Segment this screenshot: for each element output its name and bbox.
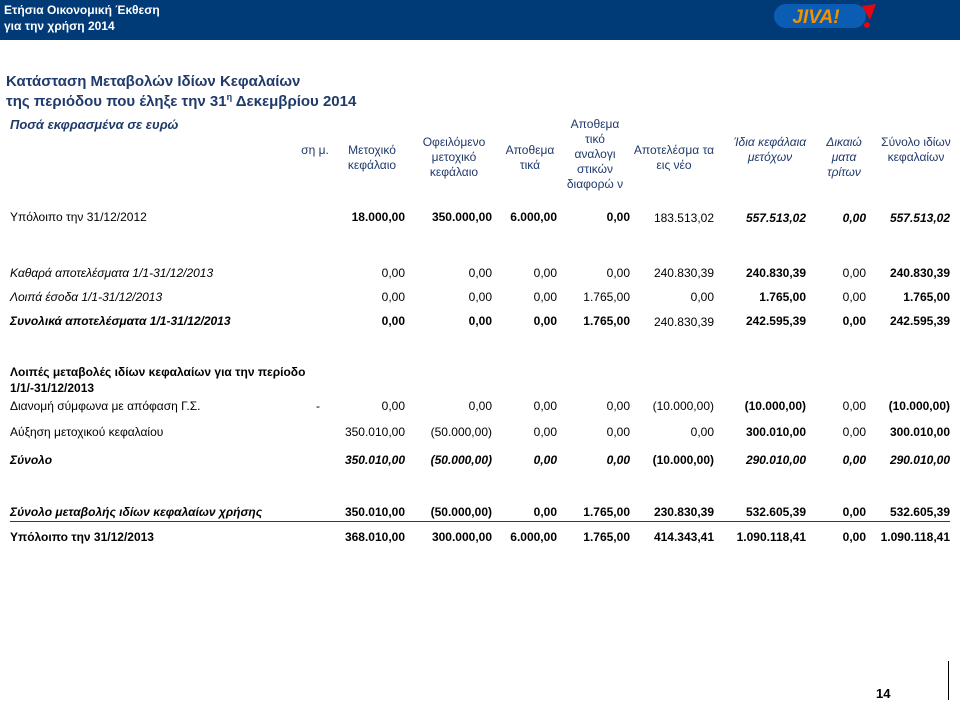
cell-r1-c4: 0,00: [606, 210, 630, 224]
currency-note: Ποσά εκφρασμένα σε ευρώ: [10, 117, 179, 132]
cell-r6-c8: (10.000,00): [888, 399, 950, 413]
col-header-due-share-capital: Οφειλόμενο μετοχικό κεφάλαιο: [422, 135, 486, 179]
cell-r9-c4: 1.765,00: [583, 505, 630, 519]
cell-r9-c7: 0,00: [842, 505, 866, 519]
cell-r6-c3: 0,00: [533, 399, 557, 413]
cell-r3-c7: 0,00: [842, 290, 866, 304]
cell-r6-c4: 0,00: [606, 399, 630, 413]
cell-r1-c6: 557.513,02: [745, 211, 806, 225]
col-header-note: ση μ.: [301, 143, 329, 157]
cell-r3-c6: 1.765,00: [759, 290, 806, 304]
cell-r4-c1: 0,00: [381, 314, 405, 328]
cell-r3-c5: 0,00: [690, 290, 714, 304]
cell-r10-c7: 0,00: [842, 530, 866, 544]
cell-r7-c2: (50.000,00): [430, 425, 492, 439]
cell-r8-c6: 290.010,00: [745, 453, 806, 467]
cell-r10-c6: 1.090.118,41: [736, 530, 806, 544]
page-number-divider: [948, 661, 949, 700]
cell-r7-c3: 0,00: [533, 425, 557, 439]
cell-r8-c2: (50.000,00): [430, 453, 492, 467]
row-label-distribution: Διανομή σύμφωνα με απόφαση Γ.Σ.: [10, 399, 201, 413]
row-label-capital-increase: Αύξηση μετοχικού κεφαλαίου: [10, 425, 164, 439]
cell-r9-c5: 230.830,39: [653, 505, 714, 519]
col-header-retained-earnings: Αποτελέσμα τα εις νέο: [633, 143, 715, 172]
jiva-logo: [770, 2, 880, 30]
row-label-subtotal: Σύνολο: [10, 453, 53, 467]
section-heading-other-changes: Λοιπές μεταβολές ιδίων κεφαλαίων για την περίοδο: [10, 365, 306, 379]
statement-subtitle: της περιόδου που έληξε την $31^\eta$ Δεκεμβρίου 2014: [6, 92, 357, 110]
cell-r6-c5: (10.000,00): [652, 399, 714, 413]
cell-r6-c0: -: [316, 399, 320, 413]
cell-r3-c3: 0,00: [533, 290, 557, 304]
cell-r8-c8: 290.010,00: [889, 453, 950, 467]
row-label-total-change: Σύνολο μεταβολής ιδίων κεφαλαίων χρήσης: [10, 505, 263, 519]
cell-r1-c8: 557.513,02: [889, 211, 950, 225]
row-label-other-income: Λοιπά έσοδα 1/1-31/12/2013: [10, 290, 163, 304]
report-title-line1: Ετήσια Οικονομική Έκθεση: [4, 3, 160, 17]
cell-r10-c1: 368.010,00: [344, 530, 405, 544]
total-change-underline: [10, 521, 950, 522]
col-header-total-equity: Σύνολο ιδίων κεφαλαίων: [881, 135, 951, 164]
report-title-line2: για την χρήση 2014: [4, 19, 115, 33]
cell-r6-c7: 0,00: [842, 399, 866, 413]
cell-r3-c1: 0,00: [381, 290, 405, 304]
cell-r2-c4: 0,00: [606, 266, 630, 280]
cell-r1-c7: 0,00: [842, 211, 866, 225]
cell-r7-c1: 350.010,00: [344, 425, 405, 439]
cell-r7-c6: 300.010,00: [745, 425, 806, 439]
cell-r3-c2: 0,00: [468, 290, 492, 304]
cell-r4-c5: 240.830,39: [653, 315, 714, 329]
cell-r1-c1: 18.000,00: [351, 210, 405, 224]
row-label-comprehensive-results: Συνολικά αποτελέσματα 1/1-31/12/2013: [10, 314, 231, 328]
cell-r9-c6: 532.605,39: [745, 505, 806, 519]
cell-r3-c4: 1.765,00: [583, 290, 630, 304]
row-label-balance-2013: Υπόλοιπο την 31/12/2013: [10, 530, 154, 544]
cell-r1-c2: 350.000,00: [431, 210, 492, 224]
svg-text:JIVA!: JIVA!: [792, 7, 840, 28]
cell-r8-c1: 350.010,00: [344, 453, 405, 467]
cell-r2-c1: 0,00: [381, 266, 405, 280]
cell-r9-c8: 532.605,39: [889, 505, 950, 519]
cell-r7-c7: 0,00: [842, 425, 866, 439]
cell-r8-c7: 0,00: [842, 453, 866, 467]
cell-r10-c8: 1.090.118,41: [880, 530, 950, 544]
cell-r4-c3: 0,00: [533, 314, 557, 328]
cell-r8-c5: (10.000,00): [652, 453, 714, 467]
cell-r6-c6: (10.000,00): [744, 399, 806, 413]
page-number: 14: [876, 686, 891, 701]
cell-r7-c8: 300.010,00: [889, 425, 950, 439]
cell-r4-c7: 0,00: [842, 314, 866, 328]
cell-r1-c5: 183.513,02: [653, 211, 714, 225]
cell-r4-c4: 1.765,00: [583, 314, 630, 328]
col-header-actuarial-reserve: Αποθεμα τικό αναλογι στικών διαφορώ ν: [566, 117, 624, 191]
cell-r10-c2: 300.000,00: [431, 530, 492, 544]
col-header-minority-interest: Δικαιώ ματα τρίτων: [826, 135, 862, 179]
section-heading-period: 1/1/-31/12/2013: [10, 381, 95, 395]
cell-r9-c1: 350.010,00: [344, 505, 405, 519]
cell-r2-c6: 240.830,39: [745, 266, 806, 280]
cell-r9-c2: (50.000,00): [430, 505, 492, 519]
cell-r2-c3: 0,00: [533, 266, 557, 280]
col-header-share-capital: Μετοχικό κεφάλαιο: [347, 143, 397, 172]
cell-r8-c4: 0,00: [606, 453, 630, 467]
cell-r2-c7: 0,00: [842, 266, 866, 280]
cell-r9-c3: 0,00: [533, 505, 557, 519]
cell-r2-c5: 240.830,39: [653, 266, 714, 280]
cell-r4-c6: 242.595,39: [745, 314, 806, 328]
cell-r3-c8: 1.765,00: [903, 290, 950, 304]
cell-r10-c3: 6.000,00: [510, 530, 557, 544]
cell-r1-c3: 6.000,00: [510, 210, 557, 224]
col-header-reserves: Αποθεμα τικά: [505, 143, 555, 172]
report-header-band: [0, 0, 960, 40]
row-label-net-results: Καθαρά αποτελέσματα 1/1-31/12/2013: [10, 266, 214, 280]
cell-r2-c2: 0,00: [468, 266, 492, 280]
cell-r6-c2: 0,00: [468, 399, 492, 413]
statement-title: Κατάσταση Μεταβολών Ιδίων Κεφαλαίων: [6, 73, 301, 90]
col-header-shareholders-equity: Ίδια κεφάλαια μετόχων: [733, 135, 807, 164]
row-label-balance-2012: Υπόλοιπο την 31/12/2012: [10, 210, 147, 224]
cell-r4-c8: 242.595,39: [889, 314, 950, 328]
cell-r8-c3: 0,00: [533, 453, 557, 467]
cell-r4-c2: 0,00: [468, 314, 492, 328]
cell-r6-c1: 0,00: [381, 399, 405, 413]
cell-r7-c5: 0,00: [690, 425, 714, 439]
cell-r7-c4: 0,00: [606, 425, 630, 439]
cell-r10-c4: 1.765,00: [583, 530, 630, 544]
cell-r10-c5: 414.343,41: [653, 530, 714, 544]
cell-r2-c8: 240.830,39: [889, 266, 950, 280]
